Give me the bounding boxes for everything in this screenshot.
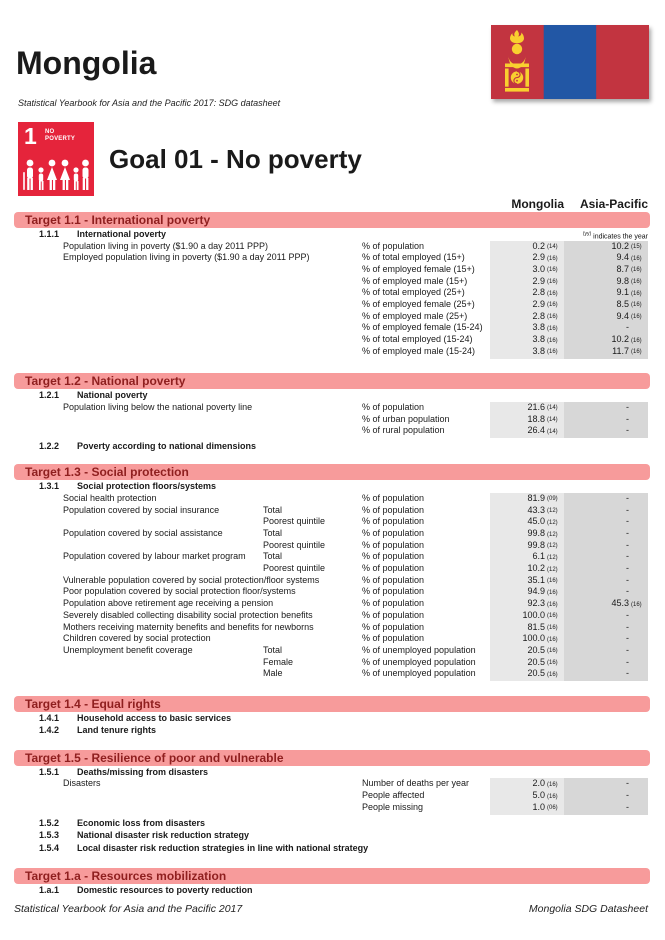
table-row bbox=[14, 598, 650, 610]
asia-pacific-value: 9.4 bbox=[616, 310, 629, 321]
row-unit: % of employed female (15+) bbox=[362, 263, 475, 274]
mongolia-value-year: (14) bbox=[547, 417, 558, 424]
mongolia-value-cell bbox=[490, 425, 564, 438]
table-row bbox=[14, 287, 650, 299]
indicator-header bbox=[14, 830, 650, 842]
row-label: Employed population living in poverty ($1.90 a day 2011 PPP) bbox=[63, 252, 310, 263]
target-section bbox=[0, 212, 665, 357]
row-label: Population covered by social insurance bbox=[63, 504, 220, 515]
table-row bbox=[14, 505, 650, 517]
indicator-title: Social protection floors/systems bbox=[77, 481, 217, 492]
row-unit: % of population bbox=[362, 563, 425, 574]
row-unit: % of total employed (25+) bbox=[362, 287, 465, 298]
table-row bbox=[14, 586, 650, 598]
row-unit: % of population bbox=[362, 539, 425, 550]
table-row bbox=[14, 493, 650, 505]
indicator-title: International poverty bbox=[77, 229, 167, 239]
mongolia-value: 20.5 bbox=[527, 644, 545, 655]
asia-pacific-value: - bbox=[626, 413, 629, 424]
mongolia-value-year: (16) bbox=[547, 267, 558, 274]
asia-pacific-value: - bbox=[626, 621, 629, 632]
mongolia-value: 100.0 bbox=[522, 633, 545, 644]
row-sublabel: Total bbox=[263, 528, 283, 538]
mongolia-value: 92.3 bbox=[527, 598, 545, 609]
table-row bbox=[14, 657, 650, 669]
asia-pacific-value-year: (16) bbox=[631, 337, 642, 344]
asia-pacific-value: - bbox=[626, 322, 629, 333]
row-unit: % of employed male (25+) bbox=[362, 310, 468, 321]
table-row bbox=[14, 778, 650, 790]
row-unit: % of employed male (15-24) bbox=[362, 345, 476, 356]
table-row bbox=[14, 575, 650, 587]
indicator-title: National poverty bbox=[77, 390, 148, 401]
mongolia-value: 5.0 bbox=[532, 790, 545, 801]
indicator-header bbox=[14, 713, 650, 725]
row-unit: % of population bbox=[362, 551, 425, 562]
row-sublabel bbox=[263, 346, 362, 359]
asia-pacific-value: - bbox=[626, 656, 629, 667]
row-unit: % of urban population bbox=[362, 413, 450, 424]
row-label bbox=[63, 425, 263, 438]
row-unit: % of employed female (15-24) bbox=[362, 322, 483, 333]
mongolia-value: 3.8 bbox=[532, 322, 545, 333]
indicator-title: Land tenure rights bbox=[77, 725, 157, 736]
family-pictogram-icon bbox=[22, 158, 90, 192]
table-row bbox=[14, 402, 650, 414]
year-note-sup: (yy) bbox=[582, 231, 592, 237]
mongolia-value: 3.8 bbox=[532, 345, 545, 356]
target-section bbox=[0, 750, 665, 854]
table-column-headers bbox=[0, 197, 665, 211]
row-unit: % of total employed (15-24) bbox=[362, 334, 473, 344]
asia-pacific-value: - bbox=[626, 504, 629, 515]
mongolia-value: 2.9 bbox=[532, 275, 545, 286]
mongolia-value: 10.2 bbox=[527, 563, 545, 574]
mongolia-value-cell bbox=[490, 668, 564, 681]
mongolia-value-year: (16) bbox=[547, 349, 558, 356]
asia-pacific-value: 10.2 bbox=[611, 334, 629, 344]
indicator-title: Domestic resources to poverty reduction bbox=[77, 885, 253, 895]
mongolia-value-year: (16) bbox=[547, 589, 558, 596]
mongolia-value-year: (14) bbox=[547, 428, 558, 435]
row-unit: % of population bbox=[362, 504, 425, 515]
row-unit: % of unemployed population bbox=[362, 644, 476, 655]
row-unit: % of population bbox=[362, 609, 425, 620]
mongolia-value-year: (16) bbox=[547, 337, 558, 344]
asia-pacific-value: - bbox=[626, 516, 629, 527]
column-header-asia-pacific: Asia-Pacific bbox=[579, 197, 648, 211]
row-unit: % of population bbox=[362, 598, 425, 609]
row-sublabel bbox=[263, 425, 362, 438]
indicator-code: 1.1.1 bbox=[39, 229, 60, 239]
row-unit: % of employed male (15+) bbox=[362, 275, 468, 286]
row-code-spacer bbox=[25, 425, 63, 438]
row-sublabel: Poorest quintile bbox=[263, 539, 326, 550]
target-section bbox=[0, 373, 665, 452]
indicator-header bbox=[14, 725, 650, 737]
asia-pacific-value-cell bbox=[564, 346, 648, 359]
table-row bbox=[14, 528, 650, 540]
asia-pacific-value: 8.5 bbox=[616, 298, 629, 309]
row-label: Children covered by social protection bbox=[63, 633, 211, 644]
indicator-code: 1.3.1 bbox=[39, 481, 60, 492]
asia-pacific-value-cell bbox=[564, 668, 648, 681]
table-row bbox=[14, 645, 650, 657]
row-label bbox=[63, 668, 263, 681]
table-row bbox=[14, 264, 650, 276]
indicator-code: 1.2.1 bbox=[39, 390, 60, 401]
indicator-title: Household access to basic services bbox=[77, 712, 232, 723]
table-row bbox=[14, 622, 650, 634]
mongolia-value: 26.4 bbox=[527, 425, 545, 436]
mongolia-value-year: (14) bbox=[547, 405, 558, 412]
mongolia-value-year: (16) bbox=[547, 578, 558, 585]
row-unit: % of unemployed population bbox=[362, 668, 476, 679]
row-label: Poor population covered by social protection floor/systems bbox=[63, 586, 296, 597]
table-row bbox=[14, 299, 650, 311]
indicator-header bbox=[14, 843, 650, 855]
mongolia-value-year: (16) bbox=[547, 290, 558, 297]
asia-pacific-value-year: (16) bbox=[631, 267, 642, 274]
row-sublabel bbox=[263, 802, 362, 815]
sdg-goal-number: 1 bbox=[24, 123, 37, 149]
page-title: Mongolia bbox=[16, 45, 157, 81]
asia-pacific-value: - bbox=[626, 563, 629, 574]
mongolia-value-year: (16) bbox=[547, 325, 558, 332]
mongolia-value: 81.5 bbox=[527, 621, 545, 632]
goal-title: Goal 01 - No poverty bbox=[109, 143, 362, 174]
row-sublabel: Female bbox=[263, 656, 294, 667]
target-section bbox=[0, 696, 665, 737]
mongolia-value: 100.0 bbox=[522, 609, 545, 620]
mongolia-value: 2.9 bbox=[532, 298, 545, 309]
mongolia-value-year: (12) bbox=[547, 519, 558, 526]
table-row bbox=[14, 252, 650, 264]
row-label: Unemployment benefit coverage bbox=[63, 644, 193, 655]
mongolia-value-year: (16) bbox=[547, 302, 558, 309]
row-code-spacer bbox=[25, 668, 63, 681]
indicator-header bbox=[14, 885, 650, 897]
row-unit: % of population bbox=[362, 492, 425, 503]
mongolia-value-year: (16) bbox=[547, 671, 558, 678]
asia-pacific-value-year bbox=[629, 425, 646, 438]
row-label: Mothers receiving maternity benefits and benefits for newborns bbox=[63, 621, 314, 632]
asia-pacific-value: 45.3 bbox=[611, 598, 629, 609]
sdg-goal-name-line1: NO bbox=[45, 129, 55, 135]
asia-pacific-value: - bbox=[626, 492, 629, 503]
asia-pacific-value: - bbox=[626, 778, 629, 789]
asia-pacific-value: - bbox=[626, 668, 629, 679]
mongolia-value-year: (16) bbox=[547, 625, 558, 631]
mongolia-value-year: (16) bbox=[547, 636, 558, 643]
mongolia-value-year: (16) bbox=[547, 793, 558, 800]
row-unit: % of employed female (25+) bbox=[362, 298, 475, 309]
table-row bbox=[14, 311, 650, 323]
asia-pacific-value: 10.2 bbox=[611, 240, 629, 251]
indicator-code: 1.2.2 bbox=[39, 440, 60, 451]
row-label bbox=[63, 346, 263, 359]
row-unit: People missing bbox=[362, 801, 424, 812]
sdg-goal-name-line2: POVERTY bbox=[45, 135, 76, 142]
mongolia-value-year: (09) bbox=[547, 496, 558, 503]
row-label: Severely disabled collecting disability social protection benefits bbox=[63, 609, 313, 620]
row-unit: People affected bbox=[362, 790, 425, 801]
row-unit: % of population bbox=[362, 586, 425, 597]
target-section bbox=[0, 868, 665, 897]
asia-pacific-value: 9.1 bbox=[616, 287, 629, 298]
asia-pacific-value: 9.4 bbox=[616, 252, 629, 263]
indicator-header bbox=[14, 481, 650, 493]
table-row bbox=[14, 346, 650, 358]
row-label bbox=[63, 802, 263, 815]
mongolia-value: 94.9 bbox=[527, 586, 545, 597]
row-unit: % of rural population bbox=[362, 425, 445, 436]
asia-pacific-value-year bbox=[629, 668, 646, 681]
table-row bbox=[14, 563, 650, 575]
asia-pacific-value: - bbox=[626, 790, 629, 801]
asia-pacific-value-year: (16) bbox=[631, 349, 642, 356]
row-label: Population covered by labour market program bbox=[63, 551, 246, 562]
mongolia-value-year: (16) bbox=[547, 601, 558, 608]
footer-right: Mongolia SDG Datasheet bbox=[528, 903, 648, 915]
asia-pacific-value-year: (16) bbox=[631, 290, 642, 297]
mongolia-value-year: (16) bbox=[547, 781, 558, 788]
indicator-header bbox=[14, 229, 650, 241]
mongolia-flag bbox=[491, 25, 649, 99]
indicator-code: 1.5.1 bbox=[39, 766, 60, 777]
mongolia-value-year: (06) bbox=[547, 805, 558, 812]
page-subtitle: Statistical Yearbook for Asia and the Pacific 2017: SDG datasheet bbox=[18, 98, 281, 108]
mongolia-value-year: (16) bbox=[547, 613, 558, 620]
mongolia-value: 2.8 bbox=[532, 287, 545, 298]
table-row bbox=[14, 551, 650, 563]
mongolia-value: 2.0 bbox=[532, 778, 545, 789]
row-sublabel: Poorest quintile bbox=[263, 516, 326, 527]
mongolia-value: 43.3 bbox=[527, 504, 545, 515]
indicator-header bbox=[14, 441, 650, 453]
table-row bbox=[14, 241, 650, 253]
row-label: Disasters bbox=[63, 778, 101, 789]
mongolia-value-year: (16) bbox=[547, 660, 558, 667]
mongolia-value-cell bbox=[490, 346, 564, 359]
asia-pacific-value: - bbox=[626, 539, 629, 550]
mongolia-value: 21.6 bbox=[527, 401, 545, 412]
page-footer bbox=[14, 903, 648, 915]
indicator-code: 1.5.2 bbox=[39, 817, 60, 828]
table-row bbox=[14, 414, 650, 426]
goal-header bbox=[18, 122, 665, 196]
asia-pacific-value: 8.7 bbox=[616, 263, 629, 274]
asia-pacific-value: - bbox=[626, 633, 629, 644]
asia-pacific-value-year: (16) bbox=[631, 601, 642, 608]
asia-pacific-value-year: (16) bbox=[631, 302, 642, 309]
indicator-title: National disaster risk reduction strategy bbox=[77, 830, 250, 840]
target-banner: Target 1.4 - Equal rights bbox=[14, 696, 650, 712]
target-banner: Target 1.3 - Social protection bbox=[14, 464, 650, 480]
indicator-code: 1.4.2 bbox=[39, 725, 60, 736]
table-row bbox=[14, 425, 650, 437]
indicator-title: Deaths/missing from disasters bbox=[77, 766, 209, 777]
mongolia-value: 99.8 bbox=[527, 528, 545, 538]
asia-pacific-value: - bbox=[626, 551, 629, 562]
target-sections bbox=[0, 212, 665, 897]
mongolia-value-year: (16) bbox=[547, 279, 558, 286]
asia-pacific-value-cell bbox=[564, 802, 648, 815]
target-banner: Target 1.1 - International poverty bbox=[14, 212, 650, 228]
mongolia-value: 18.8 bbox=[527, 413, 545, 424]
mongolia-value: 45.0 bbox=[527, 516, 545, 527]
asia-pacific-value-year bbox=[629, 802, 646, 815]
sdg-goal1-icon bbox=[18, 122, 94, 196]
sdg-goal-name bbox=[45, 129, 75, 142]
asia-pacific-value: - bbox=[626, 609, 629, 620]
indicator-header bbox=[14, 818, 650, 830]
asia-pacific-value: - bbox=[626, 586, 629, 597]
row-unit: % of population bbox=[362, 528, 425, 538]
table-row bbox=[14, 516, 650, 528]
mongolia-value-year: (12) bbox=[547, 531, 558, 538]
row-unit: % of unemployed population bbox=[362, 656, 476, 667]
row-unit: % of population bbox=[362, 633, 425, 644]
asia-pacific-value-year: (16) bbox=[631, 314, 642, 321]
indicator-header bbox=[14, 767, 650, 779]
row-sublabel: Poorest quintile bbox=[263, 563, 326, 574]
row-sublabel: Total bbox=[263, 504, 283, 515]
asia-pacific-value: - bbox=[626, 401, 629, 412]
table-row bbox=[14, 540, 650, 552]
row-code-spacer bbox=[25, 346, 63, 359]
mongolia-value: 3.0 bbox=[532, 263, 545, 274]
mongolia-flag-image bbox=[491, 25, 649, 99]
asia-pacific-value-year: (16) bbox=[631, 279, 642, 286]
row-unit: % of total employed (15+) bbox=[362, 252, 465, 263]
row-unit: % of population bbox=[362, 621, 425, 632]
row-code-spacer bbox=[25, 802, 63, 815]
table-row bbox=[14, 322, 650, 334]
target-section bbox=[0, 464, 665, 680]
mongolia-value-year: (12) bbox=[547, 508, 558, 515]
table-row bbox=[14, 633, 650, 645]
asia-pacific-value: - bbox=[626, 644, 629, 655]
indicator-code: 1.5.3 bbox=[39, 830, 60, 840]
asia-pacific-value: - bbox=[626, 528, 629, 538]
asia-pacific-value: - bbox=[626, 574, 629, 585]
asia-pacific-value: - bbox=[626, 425, 629, 436]
row-label: Population above retirement age receiving a pension bbox=[63, 598, 274, 609]
target-banner: Target 1.2 - National poverty bbox=[14, 373, 650, 389]
target-banner: Target 1.5 - Resilience of poor and vulnerable bbox=[14, 750, 650, 766]
asia-pacific-value-year: (16) bbox=[631, 255, 642, 262]
mongolia-value: 0.2 bbox=[532, 240, 545, 251]
table-row bbox=[14, 276, 650, 288]
row-unit: Number of deaths per year bbox=[362, 778, 470, 789]
mongolia-value: 1.0 bbox=[532, 801, 545, 812]
table-row bbox=[14, 790, 650, 802]
mongolia-value: 20.5 bbox=[527, 656, 545, 667]
mongolia-value-year: (16) bbox=[547, 314, 558, 321]
mongolia-value-year: (12) bbox=[547, 566, 558, 573]
mongolia-value: 35.1 bbox=[527, 574, 545, 585]
asia-pacific-value: 11.7 bbox=[612, 345, 629, 356]
row-unit: % of population bbox=[362, 240, 425, 251]
footer-left: Statistical Yearbook for Asia and the Pacific 2017 bbox=[14, 903, 243, 915]
mongolia-value: 20.5 bbox=[527, 668, 545, 679]
indicator-code: 1.4.1 bbox=[39, 712, 60, 723]
table-row bbox=[14, 610, 650, 622]
mongolia-value-year: (12) bbox=[547, 543, 558, 550]
row-sublabel: Total bbox=[263, 551, 283, 562]
mongolia-value: 2.8 bbox=[532, 310, 545, 321]
asia-pacific-value-cell bbox=[564, 425, 648, 438]
mongolia-value: 99.8 bbox=[527, 539, 545, 550]
row-sublabel: Male bbox=[263, 668, 283, 679]
indicator-title: Local disaster risk reduction strategies in line with national strategy bbox=[77, 842, 369, 853]
indicator-code: 1.5.4 bbox=[39, 842, 60, 853]
column-header-mongolia: Mongolia bbox=[511, 197, 564, 211]
indicator-header bbox=[14, 390, 650, 402]
table-row bbox=[14, 334, 650, 346]
mongolia-value-year: (16) bbox=[547, 648, 558, 655]
mongolia-value-year: (16) bbox=[547, 255, 558, 262]
row-unit: % of population bbox=[362, 516, 425, 527]
indicator-code: 1.a.1 bbox=[39, 885, 60, 895]
row-label: Vulnerable population covered by social protection/floor systems bbox=[63, 574, 320, 585]
row-sublabel: Total bbox=[263, 644, 283, 655]
mongolia-value-year: (12) bbox=[547, 554, 558, 561]
mongolia-value: 2.9 bbox=[532, 252, 545, 263]
asia-pacific-value: - bbox=[626, 801, 629, 812]
table-row bbox=[14, 802, 650, 814]
mongolia-value-cell bbox=[490, 802, 564, 815]
target-banner: Target 1.a - Resources mobilization bbox=[14, 868, 650, 884]
row-unit: % of population bbox=[362, 401, 425, 412]
row-label: Social health protection bbox=[63, 492, 157, 503]
asia-pacific-value: 9.8 bbox=[616, 275, 629, 286]
mongolia-value: 6.1 bbox=[532, 551, 545, 562]
indicator-title: Economic loss from disasters bbox=[77, 817, 206, 828]
indicator-title: Poverty according to national dimensions bbox=[77, 440, 257, 451]
year-note-text: indicates the year bbox=[591, 233, 648, 241]
row-unit: % of population bbox=[362, 574, 425, 585]
row-label: Population covered by social assistance bbox=[63, 528, 223, 538]
row-label: Population living in poverty ($1.90 a day 2011 PPP) bbox=[63, 240, 268, 251]
row-label: Population living below the national poverty line bbox=[63, 401, 253, 412]
mongolia-value: 3.8 bbox=[532, 334, 545, 344]
mongolia-value: 81.9 bbox=[527, 492, 545, 503]
mongolia-value-year: (14) bbox=[547, 244, 558, 250]
table-row bbox=[14, 668, 650, 680]
asia-pacific-value-year: (15) bbox=[631, 244, 642, 250]
